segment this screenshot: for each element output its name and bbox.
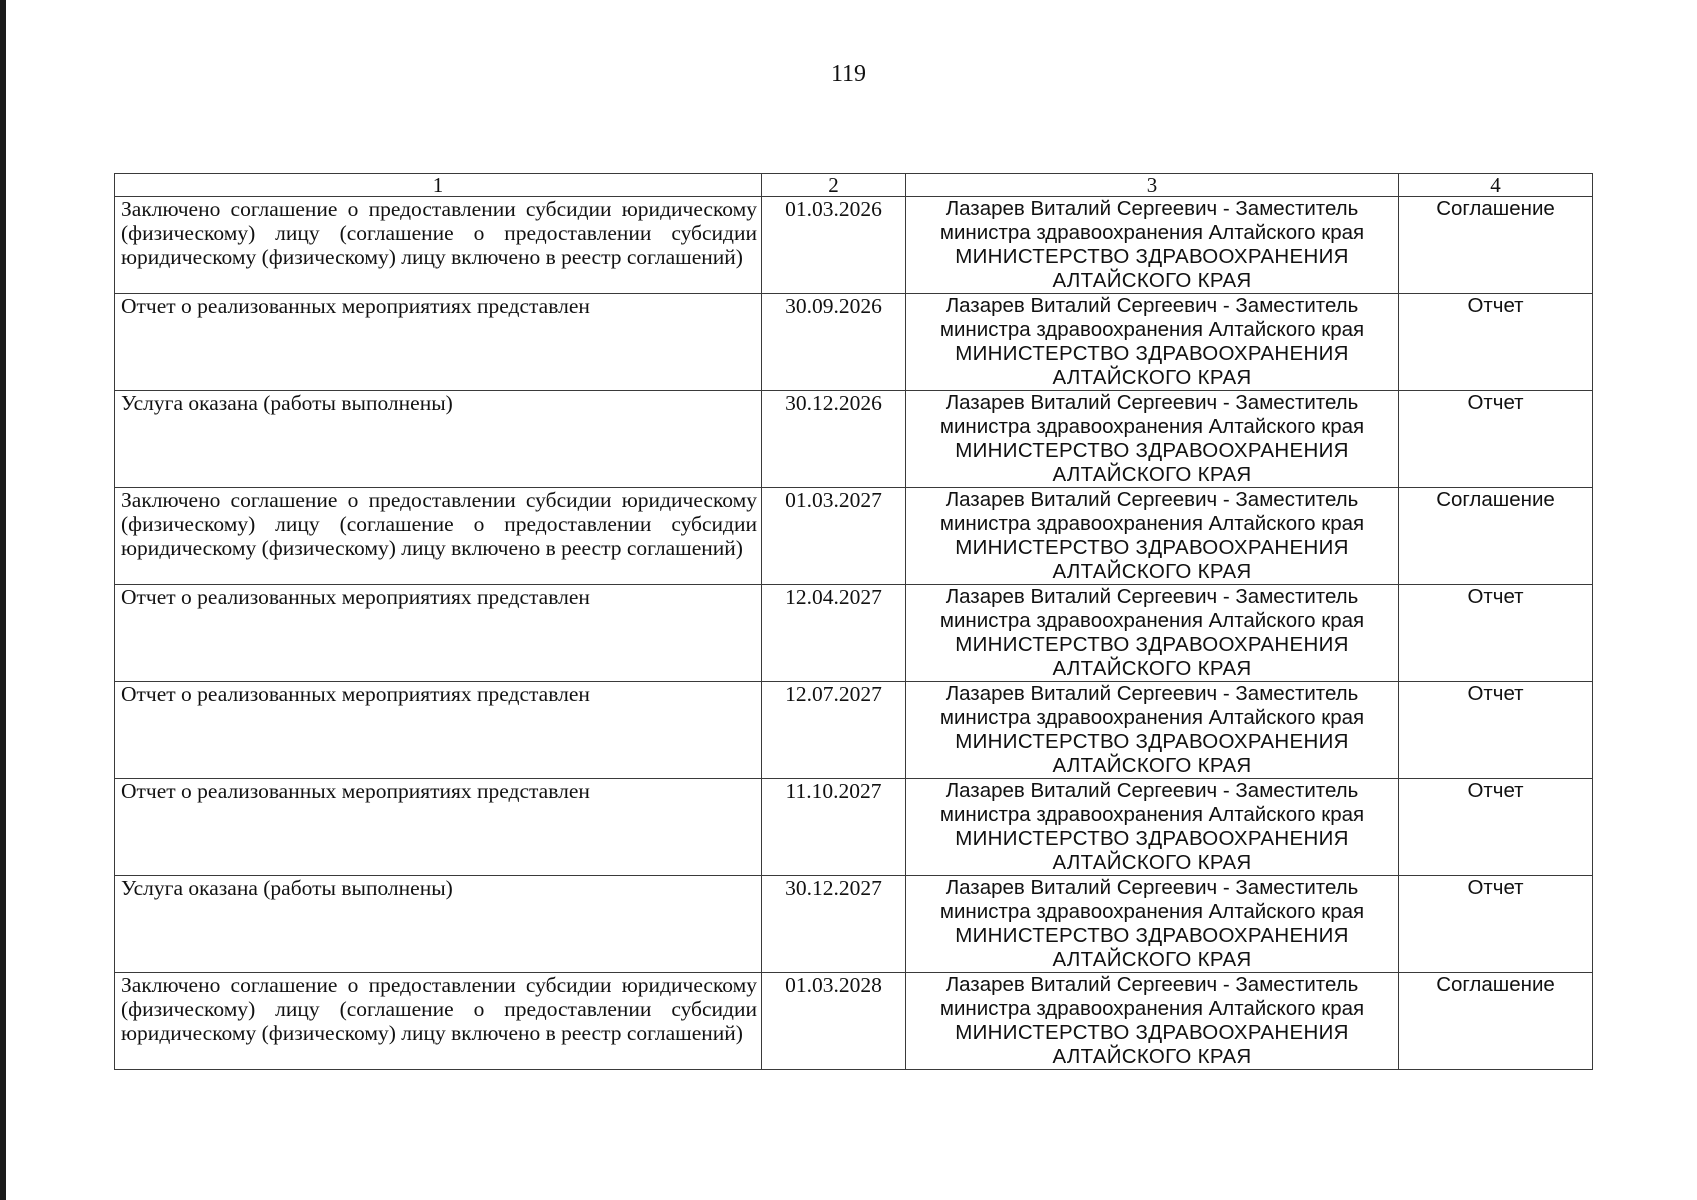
event-cell: Заключено соглашение о предоставлении субсидии юридическому (физическому) лицу (соглашение о предоставлении субсидии юридическому (физическому) лицу включено в реестр соглашений) (115, 488, 762, 585)
organization-name: МИНИСТЕРСТВО ЗДРАВООХРАНЕНИЯ АЛТАЙСКОГО КРАЯ (955, 536, 1349, 583)
table-row (115, 197, 1593, 294)
responsible-person: Лазарев Виталий Сергеевич - Заместитель министра здравоохранения Алтайского края (939, 197, 1365, 244)
date-cell: 12.07.2027 (762, 682, 906, 779)
document-type-cell: Отчет (1399, 585, 1593, 682)
table-row (115, 682, 1593, 779)
event-cell: Отчет о реализованных мероприятиях представлен (115, 779, 762, 876)
document-type-cell: Отчет (1399, 391, 1593, 488)
document-type-cell: Отчет (1399, 876, 1593, 973)
table-row (115, 391, 1593, 488)
table-row (115, 973, 1593, 1070)
date-cell: 01.03.2028 (762, 973, 906, 1070)
event-cell: Отчет о реализованных мероприятиях представлен (115, 294, 762, 391)
table-row (115, 585, 1593, 682)
organization-name: МИНИСТЕРСТВО ЗДРАВООХРАНЕНИЯ АЛТАЙСКОГО КРАЯ (955, 1021, 1349, 1068)
responsible-person: Лазарев Виталий Сергеевич - Заместитель министра здравоохранения Алтайского края (939, 294, 1365, 341)
event-cell: Отчет о реализованных мероприятиях представлен (115, 682, 762, 779)
event-cell: Отчет о реализованных мероприятиях представлен (115, 585, 762, 682)
responsible-cell (906, 682, 1399, 779)
table-row (115, 779, 1593, 876)
organization-name: МИНИСТЕРСТВО ЗДРАВООХРАНЕНИЯ АЛТАЙСКОГО КРАЯ (955, 633, 1349, 680)
header-col-3: 3 (906, 174, 1399, 197)
organization-name: МИНИСТЕРСТВО ЗДРАВООХРАНЕНИЯ АЛТАЙСКОГО КРАЯ (955, 924, 1349, 971)
responsible-person: Лазарев Виталий Сергеевич - Заместитель министра здравоохранения Алтайского края (939, 488, 1365, 535)
responsible-cell (906, 294, 1399, 391)
date-cell: 11.10.2027 (762, 779, 906, 876)
responsible-cell (906, 391, 1399, 488)
responsible-cell (906, 197, 1399, 294)
organization-name: МИНИСТЕРСТВО ЗДРАВООХРАНЕНИЯ АЛТАЙСКОГО КРАЯ (955, 439, 1349, 486)
responsible-person: Лазарев Виталий Сергеевич - Заместитель министра здравоохранения Алтайского края (939, 585, 1365, 632)
date-cell: 30.12.2026 (762, 391, 906, 488)
header-col-2: 2 (762, 174, 906, 197)
scan-edge (0, 0, 6, 1200)
document-type-cell: Соглашение (1399, 488, 1593, 585)
event-cell: Заключено соглашение о предоставлении субсидии юридическому (физическому) лицу (соглашение о предоставлении субсидии юридическому (физическому) лицу включено в реестр соглашений) (115, 973, 762, 1070)
document-type-cell: Отчет (1399, 779, 1593, 876)
document-type-cell: Отчет (1399, 682, 1593, 779)
date-cell: 01.03.2027 (762, 488, 906, 585)
event-cell: Услуга оказана (работы выполнены) (115, 391, 762, 488)
header-row (115, 174, 1593, 197)
event-cell: Заключено соглашение о предоставлении субсидии юридическому (физическому) лицу (соглашение о предоставлении субсидии юридическому (физическому) лицу включено в реестр соглашений) (115, 197, 762, 294)
table-row (115, 488, 1593, 585)
responsible-person: Лазарев Виталий Сергеевич - Заместитель министра здравоохранения Алтайского края (939, 391, 1365, 438)
responsible-person: Лазарев Виталий Сергеевич - Заместитель министра здравоохранения Алтайского края (939, 682, 1365, 729)
header-col-4: 4 (1399, 174, 1593, 197)
document-type-cell: Соглашение (1399, 973, 1593, 1070)
date-cell: 01.03.2026 (762, 197, 906, 294)
organization-name: МИНИСТЕРСТВО ЗДРАВООХРАНЕНИЯ АЛТАЙСКОГО КРАЯ (955, 730, 1349, 777)
table-header (115, 174, 1593, 197)
responsible-cell (906, 973, 1399, 1070)
responsible-cell (906, 876, 1399, 973)
date-cell: 30.12.2027 (762, 876, 906, 973)
schedule-table (114, 173, 1593, 1070)
responsible-person: Лазарев Виталий Сергеевич - Заместитель министра здравоохранения Алтайского края (939, 779, 1365, 826)
responsible-person: Лазарев Виталий Сергеевич - Заместитель министра здравоохранения Алтайского края (939, 973, 1365, 1020)
table-body (115, 197, 1593, 1070)
page-number: 119 (830, 61, 867, 87)
table-row (115, 876, 1593, 973)
responsible-cell (906, 779, 1399, 876)
date-cell: 30.09.2026 (762, 294, 906, 391)
table-row (115, 294, 1593, 391)
organization-name: МИНИСТЕРСТВО ЗДРАВООХРАНЕНИЯ АЛТАЙСКОГО КРАЯ (955, 245, 1349, 292)
organization-name: МИНИСТЕРСТВО ЗДРАВООХРАНЕНИЯ АЛТАЙСКОГО КРАЯ (955, 342, 1349, 389)
event-cell: Услуга оказана (работы выполнены) (115, 876, 762, 973)
header-col-1: 1 (115, 174, 762, 197)
document-type-cell: Отчет (1399, 294, 1593, 391)
date-cell: 12.04.2027 (762, 585, 906, 682)
document-type-cell: Соглашение (1399, 197, 1593, 294)
responsible-person: Лазарев Виталий Сергеевич - Заместитель министра здравоохранения Алтайского края (939, 876, 1365, 923)
organization-name: МИНИСТЕРСТВО ЗДРАВООХРАНЕНИЯ АЛТАЙСКОГО КРАЯ (955, 827, 1349, 874)
responsible-cell (906, 585, 1399, 682)
responsible-cell (906, 488, 1399, 585)
